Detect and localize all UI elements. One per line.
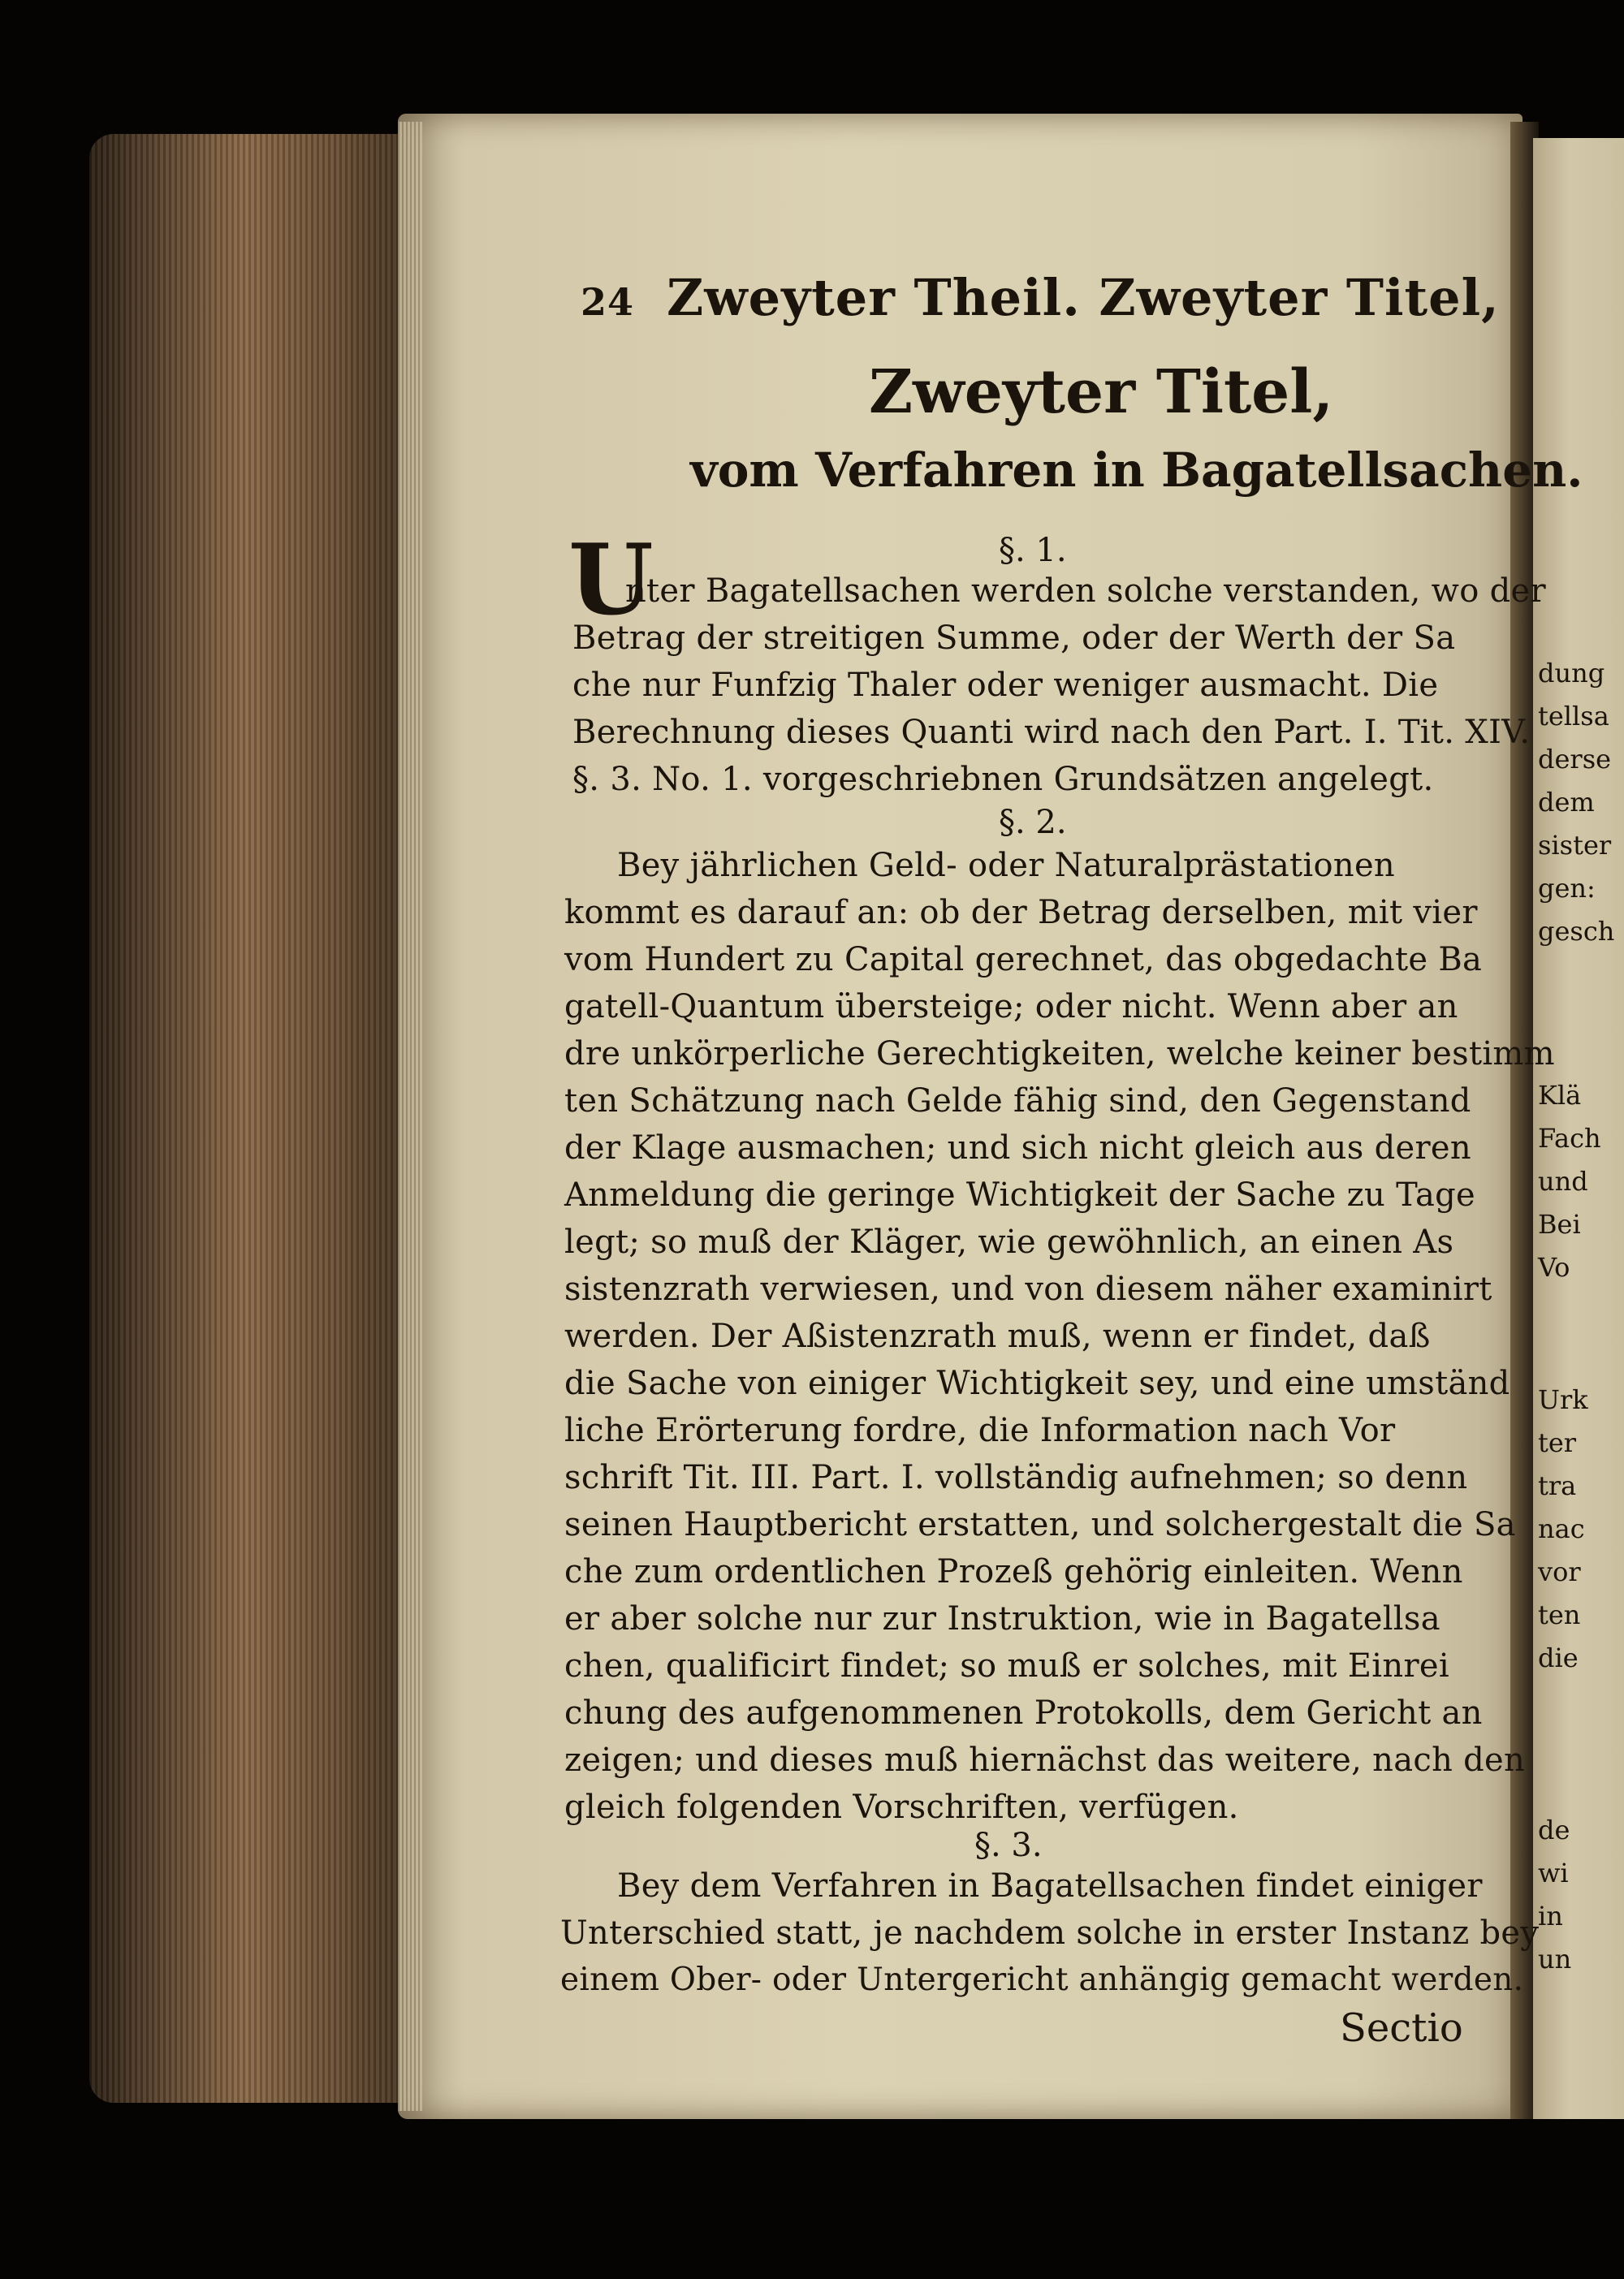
text-line: werden. Der Aßistenzrath muß, wenn er findet, daß [564,1318,1431,1355]
paragraph-mark: §. 3. [974,1827,1043,1864]
text-line: che zum ordentlichen Prozeß gehörig einleiten. Wenn [564,1553,1463,1591]
text-line: Bey dem Verfahren in Bagatellsachen findet einiger [617,1867,1483,1905]
text-line: seinen Hauptbericht erstatten, und solchergestalt die Sa [564,1506,1516,1543]
text-line: zeigen; und dieses muß hiernächst das weitere, nach den [564,1742,1526,1779]
facing-fragment: sister [1538,830,1612,861]
text-line: che nur Funfzig Thaler oder weniger ausmacht. Die [572,667,1439,704]
facing-fragment: de [1538,1815,1570,1845]
text-line: nter Bagatellsachen werden solche verstanden, wo der [625,572,1546,610]
text-line: Anmeldung die geringe Wichtigkeit der Sache zu Tage [564,1176,1476,1214]
text-line: chung des aufgenommenen Protokolls, dem Gericht an [564,1694,1483,1732]
text-line: gatell-Quantum übersteige; oder nicht. Wenn aber an [564,988,1458,1025]
drop-cap: U [568,523,654,637]
facing-fragment: Vo [1538,1252,1570,1283]
facing-fragment: tellsa [1538,701,1609,732]
facing-fragment: dem [1538,787,1595,818]
facing-fragment: in [1538,1901,1563,1932]
text-line: Betrag der streitigen Summe, oder der Werth der Sa [572,619,1456,657]
facing-fragment: un [1538,1944,1572,1975]
paragraph-mark: §. 2. [999,804,1067,841]
text-line: liche Erörterung fordre, die Information nach Vor [564,1412,1396,1449]
facing-fragment: derse [1538,744,1612,775]
facing-fragment: vor [1538,1556,1581,1587]
book-fore-edge [89,134,430,2103]
text-line: der Klage ausmachen; und sich nicht gleich aus deren [564,1129,1471,1167]
facing-fragment: Klä [1538,1080,1582,1111]
catchword: Sectio [1340,2005,1463,2051]
facing-fragment: nac [1538,1513,1585,1544]
text-line: gleich folgenden Vorschriften, verfügen. [564,1789,1239,1826]
text-line: dre unkörperliche Gerechtigkeiten, welche keiner bestimm [564,1035,1555,1073]
text-line: vom Hundert zu Capital gerechnet, das obgedachte Ba [564,941,1483,978]
facing-fragment: Urk [1538,1384,1588,1415]
facing-fragment: dung [1538,658,1605,688]
text-line: Unterschied statt, je nachdem solche in erster Instanz bey [560,1914,1540,1952]
text-line: kommt es darauf an: ob der Betrag derselben, mit vier [564,894,1478,931]
text-line: sistenzrath verwiesen, und von diesem näher examinirt [564,1271,1492,1308]
text-line: einem Ober- oder Untergericht anhängig gemacht werden. [560,1962,1524,1998]
text-line: schrift Tit. III. Part. I. vollständig aufnehmen; so denn [564,1459,1468,1496]
page-stack-edge [398,122,422,2111]
section-title: Zweyter Titel, [869,357,1334,427]
text-line: er aber solche nur zur Instruktion, wie in Bagatellsa [564,1600,1440,1638]
running-head-text: Zweyter Theil. Zweyter Titel, [667,268,1500,327]
facing-fragment: Fach [1538,1123,1601,1154]
facing-fragment: tra [1538,1470,1577,1501]
facing-fragment: die [1538,1642,1579,1673]
facing-page [1533,138,1624,2119]
running-head [581,268,1500,327]
facing-fragment: Bei [1538,1209,1581,1240]
text-line: Berechnung dieses Quanti wird nach den Part. I. Tit. XIV. [572,714,1531,751]
text-line: die Sache von einiger Wichtigkeit sey, und eine umständ [564,1365,1510,1402]
text-line: §. 3. No. 1. vorgeschriebnen Grundsätzen angelegt. [572,761,1434,798]
text-line: chen, qualificirt findet; so muß er solches, mit Einrei [564,1647,1449,1685]
facing-fragment: gesch [1538,916,1615,947]
facing-fragment: und [1538,1166,1588,1197]
facing-fragment: ter [1538,1427,1577,1458]
text-line: Bey jährlichen Geld- oder Naturalprästationen [617,847,1395,884]
paragraph-mark: §. 1. [999,532,1067,569]
page-number: 24 [581,280,635,324]
section-subtitle: vom Verfahren in Bagatellsachen. [690,442,1583,498]
text-line: ten Schätzung nach Gelde fähig sind, den Gegenstand [564,1082,1471,1120]
text-line: legt; so muß der Kläger, wie gewöhnlich, an einen As [564,1224,1454,1261]
facing-fragment: gen: [1538,873,1596,904]
facing-fragment: ten [1538,1599,1581,1630]
facing-fragment: wi [1538,1858,1569,1888]
